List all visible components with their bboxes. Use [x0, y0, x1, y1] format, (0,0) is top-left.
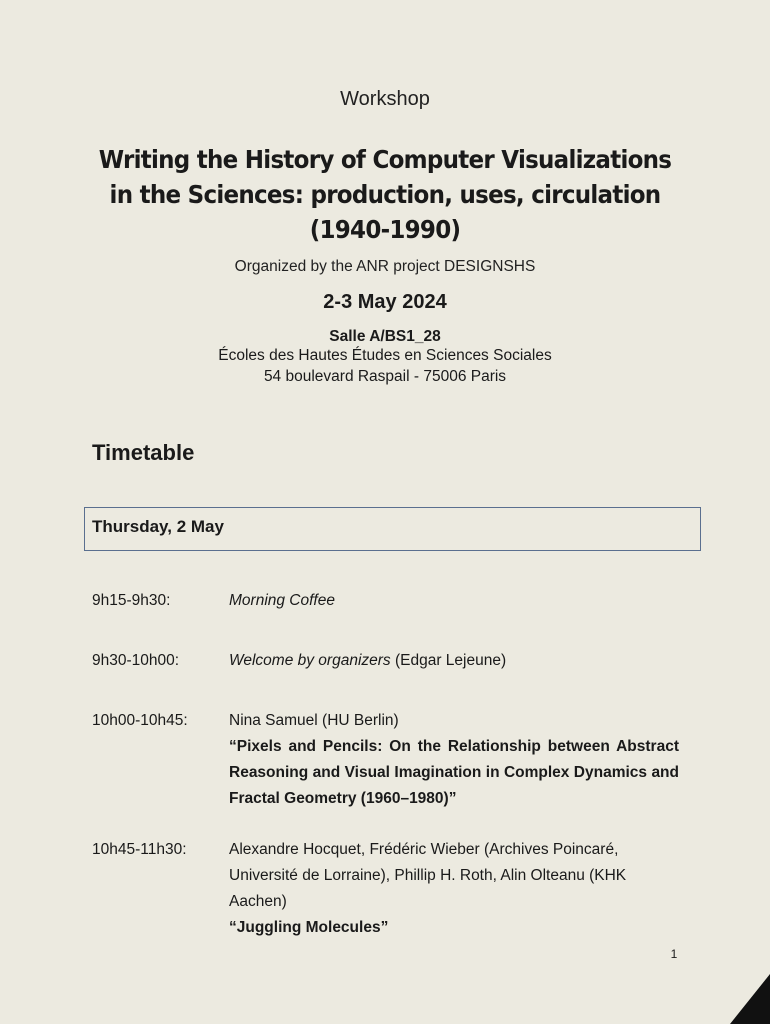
slot-speakers: Nina Samuel (HU Berlin): [229, 712, 399, 729]
slot-time: 9h15-9h30:: [92, 592, 171, 609]
day-label: Thursday, 2 May: [92, 517, 224, 536]
street-address: 54 boulevard Raspail - 75006 Paris: [263, 368, 507, 385]
institution-name: Écoles des Hautes Études en Sciences Sociales: [218, 347, 552, 364]
slot-body: [229, 588, 679, 614]
slot-time: 9h30-10h00:: [92, 652, 180, 669]
page-corner-triangle: [730, 974, 770, 1024]
room-label: Salle A/BS1_28: [329, 328, 441, 345]
workshop-title: Writing the History of Computer Visualizations in the Sciences: production, uses, circulation (1940-1990): [98, 145, 672, 244]
workshop-dates: 2-3 May 2024: [323, 291, 447, 313]
slot-speakers: Alexandre Hocquet, Frédéric Wieber (Archives Poincaré, Université de Lorraine), Phillip H. Roth, Alin Olteanu (KHK Aachen): [229, 841, 627, 910]
slot-event-detail: (Edgar Lejeune): [390, 652, 507, 669]
slot-event: Welcome by organizers: [229, 652, 391, 669]
slot-event: Morning Coffee: [229, 592, 335, 609]
slot-body: [229, 708, 679, 812]
workshop-kicker: Workshop: [340, 88, 430, 110]
slot-body: [229, 648, 679, 674]
day-header-box: [84, 507, 701, 551]
timetable-heading: Timetable: [92, 440, 195, 465]
slot-time: 10h45-11h30:: [92, 841, 187, 858]
slot-time: 10h00-10h45:: [92, 712, 188, 729]
slot-talk-title: “Juggling Molecules”: [229, 919, 389, 936]
page-number: 1: [670, 947, 678, 961]
slot-body: [229, 837, 679, 941]
organizer-line: Organized by the ANR project DESIGNSHS: [234, 258, 536, 275]
slot-talk-title: “Pixels and Pencils: On the Relationship between Abstract Reasoning and Visual Imagination in Complex Dynamics and Fractal Geometry (1960–1980)”: [229, 738, 679, 807]
